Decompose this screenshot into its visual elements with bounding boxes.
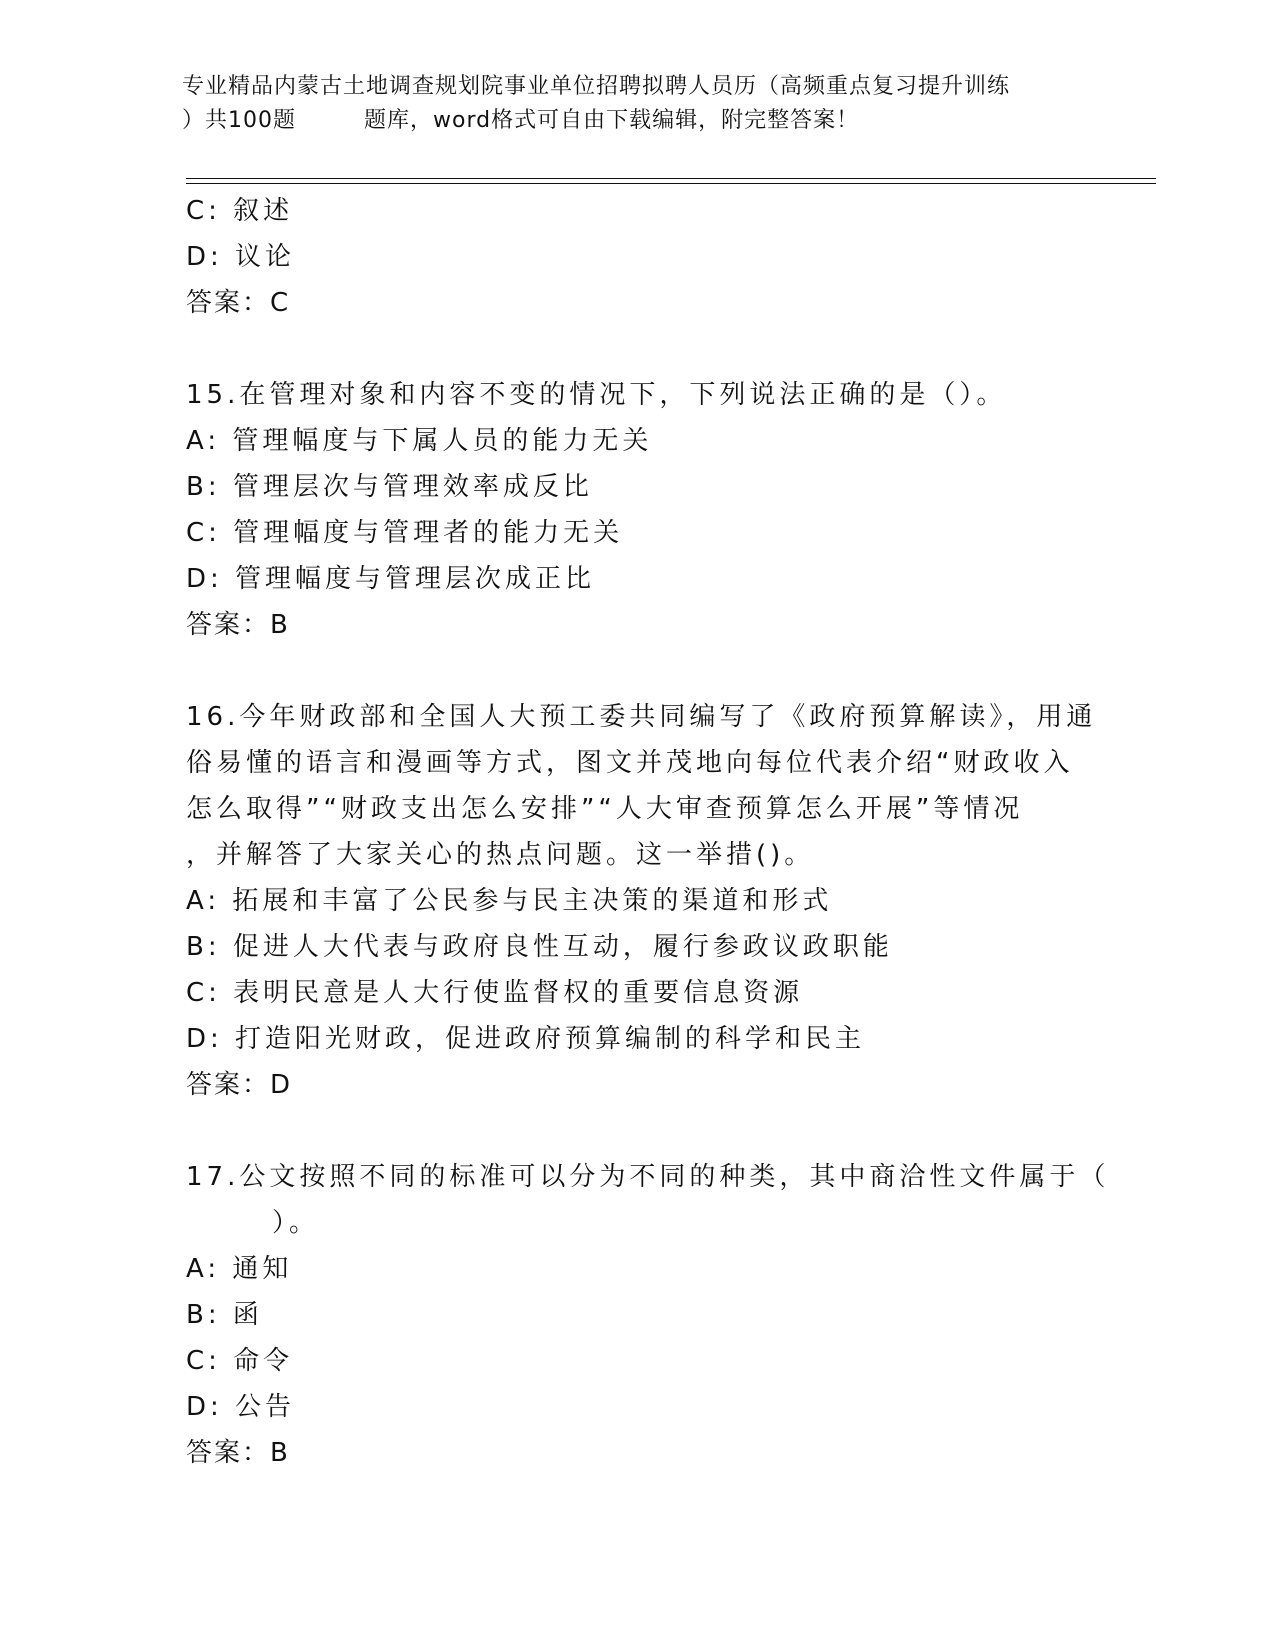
option-d: D: 管理幅度与管理层次成正比 (186, 564, 596, 594)
option-b: B: 管理层次与管理效率成反比 (186, 472, 593, 502)
header-line-2-start: ）共100题 (182, 108, 296, 133)
option-c: C: 管理幅度与管理者的能力无关 (186, 518, 624, 548)
question-stem-line-1: 16.今年财政部和全国人大预工委共同编写了《政府预算解读》，用通 (186, 702, 1097, 732)
question-stem-line-2: ）。 (272, 1208, 320, 1238)
question-17 (186, 1154, 1110, 1476)
option-a: A: 拓展和丰富了公民参与民主决策的渠道和形式 (186, 886, 833, 916)
option-b: B: 函 (186, 1300, 263, 1330)
document-header (182, 70, 1082, 138)
option-d: D: 议论 (186, 242, 296, 272)
answer: 答案：B (186, 610, 290, 640)
option-c: C: 表明民意是人大行使监督权的重要信息资源 (186, 978, 804, 1008)
header-divider-bottom (186, 183, 1156, 184)
option-a: A: 管理幅度与下属人员的能力无关 (186, 426, 653, 456)
option-d: D: 公告 (186, 1392, 296, 1422)
header-line-2 (182, 104, 1082, 138)
question-stem-line-4: ，并解答了大家关心的热点问题。这一举措()。 (186, 840, 815, 870)
answer: 答案：C (186, 288, 291, 318)
question-content (186, 188, 1110, 1476)
question-16 (186, 694, 1097, 1108)
option-b: B: 促进人大代表与政府良性互动，履行参政议政职能 (186, 932, 893, 962)
question-stem-line-3: 怎么取得”“财政支出怎么安排”“人大审查预算怎么开展”等情况 (186, 794, 1024, 824)
question-stem-line-2: 俗易懂的语言和漫画等方式，图文并茂地向每位代表介绍“财政收入 (186, 748, 1074, 778)
header-line-1: 专业精品内蒙古土地调查规划院事业单位招聘拟聘人员历（高频重点复习提升训练 (182, 74, 1011, 99)
answer: 答案：D (186, 1070, 293, 1100)
option-d: D: 打造阳光财政，促进政府预算编制的科学和民主 (186, 1024, 866, 1054)
question-stem-line-1: 17.公文按照不同的标准可以分为不同的种类，其中商洽性文件属于（ (186, 1162, 1110, 1192)
option-c: C: 叙述 (186, 196, 294, 226)
question-14-continuation (186, 188, 1086, 326)
question-15 (186, 372, 1086, 648)
option-c: C: 命令 (186, 1346, 294, 1376)
header-line-2-end: 题库，word格式可自由下载编辑，附完整答案！ (364, 108, 860, 133)
header-divider-top (186, 178, 1156, 179)
answer: 答案：B (186, 1438, 290, 1468)
question-stem: 15.在管理对象和内容不变的情况下，下列说法正确的是（）。 (186, 380, 1007, 410)
option-a: A: 通知 (186, 1254, 293, 1284)
